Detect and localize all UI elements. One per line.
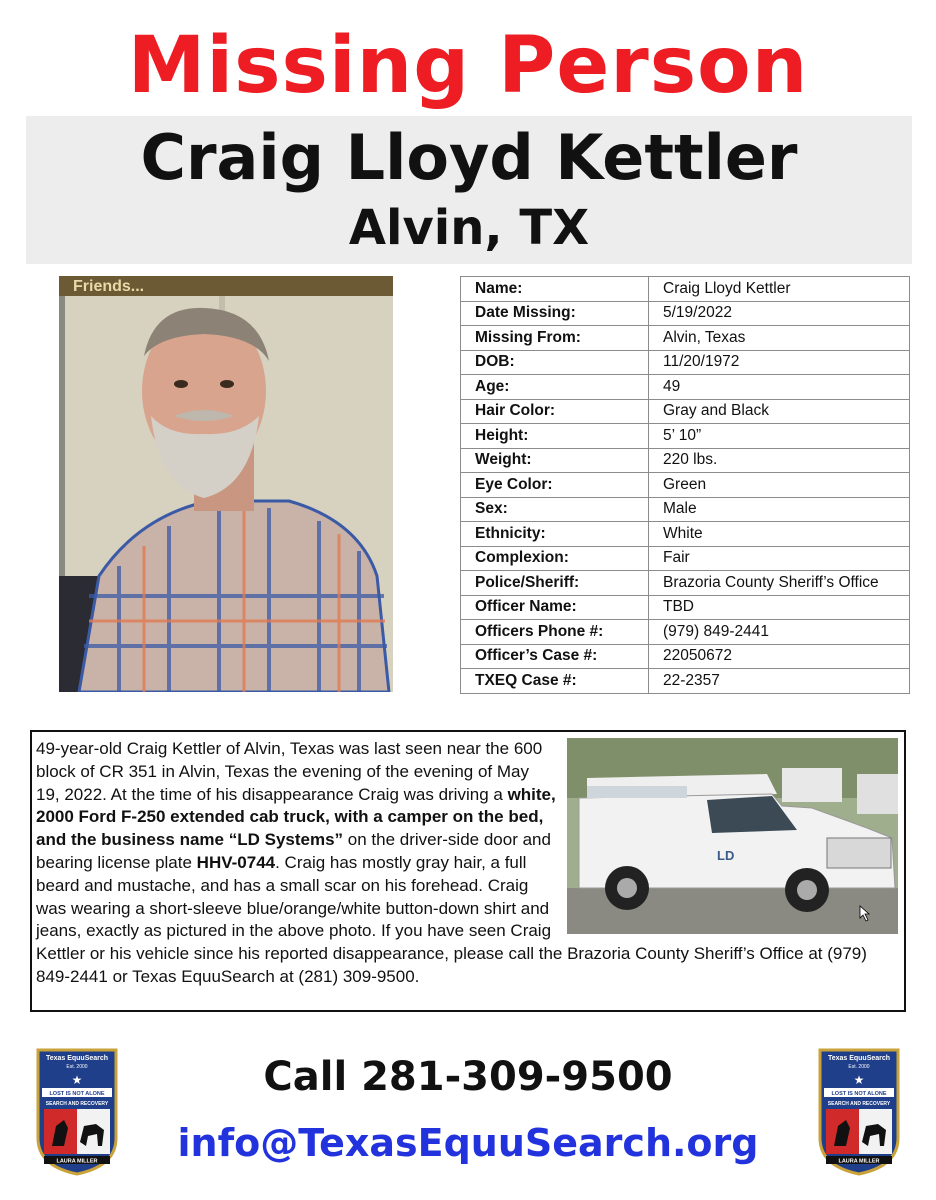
detail-value: 22050672	[649, 644, 910, 669]
table-row	[461, 424, 910, 449]
table-row	[461, 399, 910, 424]
detail-label: Height:	[461, 424, 649, 449]
detail-value: Green	[649, 473, 910, 498]
detail-value: Male	[649, 497, 910, 522]
detail-label: Date Missing:	[461, 301, 649, 326]
detail-value: White	[649, 522, 910, 547]
table-row	[461, 669, 910, 694]
detail-value: Gray and Black	[649, 399, 910, 424]
description-part: on the driver-side door and bearing license plate	[36, 830, 551, 872]
detail-value: 11/20/1972	[649, 350, 910, 375]
badge-motto: LOST IS NOT ALONE	[831, 1091, 887, 1097]
table-row	[461, 326, 910, 351]
table-row	[461, 522, 910, 547]
person-name: Craig Lloyd Kettler	[140, 121, 798, 194]
detail-value: TBD	[649, 595, 910, 620]
detail-label: Complexion:	[461, 546, 649, 571]
detail-label: TXEQ Case #:	[461, 669, 649, 694]
badge-service: SEARCH AND RECOVERY	[827, 1101, 891, 1107]
detail-label: Police/Sheriff:	[461, 571, 649, 596]
equusearch-badge-right	[816, 1046, 902, 1176]
badge-est: Est. 2000	[66, 1064, 88, 1070]
table-row	[461, 277, 910, 302]
detail-label: Age:	[461, 375, 649, 400]
detail-label: Sex:	[461, 497, 649, 522]
badge-founder: LAURA MILLER	[838, 1158, 880, 1165]
detail-label: Missing From:	[461, 326, 649, 351]
detail-value: 22-2357	[649, 669, 910, 694]
detail-value: 220 lbs.	[649, 448, 910, 473]
detail-value: Fair	[649, 546, 910, 571]
detail-label: Eye Color:	[461, 473, 649, 498]
description-part: 49-year-old Craig Kettler of Alvin, Texas was last seen near the 600 block of CR 351 in Alvin, Texas the evening of the evening of May 19, 2022. At the time of his disappearance Craig was driving a	[36, 739, 543, 804]
details-table	[460, 276, 910, 694]
description-text	[36, 738, 904, 989]
table-row	[461, 301, 910, 326]
detail-label: Weight:	[461, 448, 649, 473]
detail-value: 49	[649, 375, 910, 400]
table-row	[461, 546, 910, 571]
star-icon: ★	[71, 1073, 83, 1087]
call-number: Call 281-309-9500	[263, 1054, 673, 1100]
badge-org: Texas EquuSearch	[45, 1055, 109, 1062]
description-plate: HHV-0744	[196, 852, 276, 872]
table-row	[461, 595, 910, 620]
table-row	[461, 473, 910, 498]
table-row	[461, 448, 910, 473]
person-location: Alvin, TX	[348, 200, 590, 256]
table-row	[461, 571, 910, 596]
photo-sign-text: Friends...	[73, 278, 145, 295]
badge-motto: LOST IS NOT ALONE	[49, 1091, 105, 1097]
star-icon: ★	[853, 1073, 865, 1087]
contact-email[interactable]: info@TexasEquuSearch.org	[177, 1121, 759, 1165]
description-part: . Craig has mostly gray hair, a full beard and mustache, and has a small scar on his forehead. Craig was wearing a short-sleeve blue/orange/white button-down shirt and jeans, exactly as pictured in the above photo. If you have seen Craig Kettler or his vehicle since his reported disappearance, please call the Brazoria County Sheriff’s Office at (979) 849-2441 or Texas EquuSearch at (281) 309-9500.	[36, 852, 867, 986]
badge-service: SEARCH AND RECOVERY	[45, 1101, 109, 1107]
table-row	[461, 350, 910, 375]
table-row	[461, 497, 910, 522]
poster-headline: Missing Person	[127, 21, 809, 111]
detail-value: (979) 849-2441	[649, 620, 910, 645]
detail-value: Alvin, Texas	[649, 326, 910, 351]
detail-label: Hair Color:	[461, 399, 649, 424]
badge-est: Est. 2000	[848, 1064, 870, 1070]
table-row	[461, 375, 910, 400]
detail-label: Officers Phone #:	[461, 620, 649, 645]
detail-value: Craig Lloyd Kettler	[649, 277, 910, 302]
person-photo	[59, 276, 393, 692]
description-vehicle: white, 2000 Ford F-250 extended cab truck, with a camper on the bed, and the business name “LD Systems”	[36, 784, 556, 850]
detail-label: Officer Name:	[461, 595, 649, 620]
badge-founder: LAURA MILLER	[56, 1158, 98, 1165]
truck-photo	[567, 738, 898, 934]
detail-value: 5’ 10”	[649, 424, 910, 449]
detail-label: DOB:	[461, 350, 649, 375]
detail-label: Officer’s Case #:	[461, 644, 649, 669]
table-row	[461, 644, 910, 669]
detail-value: Brazoria County Sheriff’s Office	[649, 571, 910, 596]
detail-label: Ethnicity:	[461, 522, 649, 547]
equusearch-badge-left	[34, 1046, 120, 1176]
truck-door-text: LD	[717, 848, 735, 863]
badge-org: Texas EquuSearch	[827, 1055, 891, 1062]
detail-label: Name:	[461, 277, 649, 302]
detail-value: 5/19/2022	[649, 301, 910, 326]
table-row	[461, 620, 910, 645]
